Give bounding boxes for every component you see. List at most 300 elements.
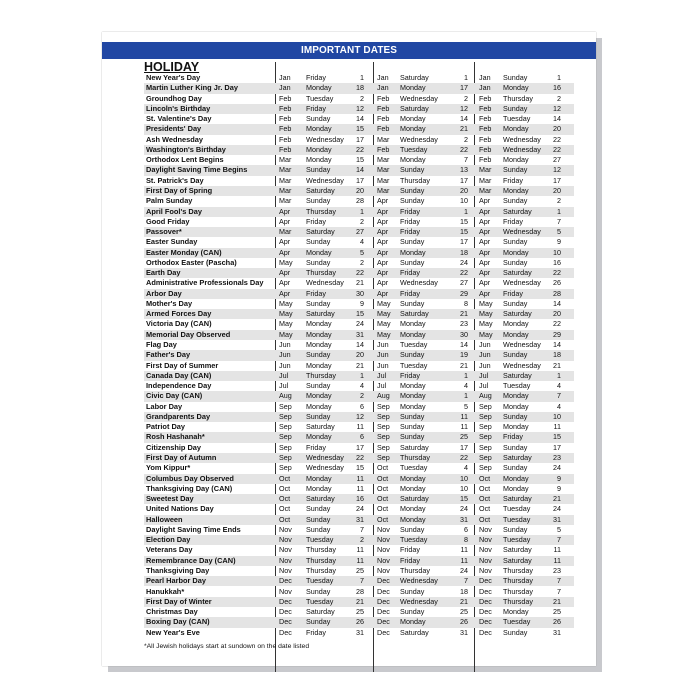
y2-day-number: 8 bbox=[464, 535, 468, 545]
y1-day-number: 2 bbox=[360, 257, 364, 267]
y3-month: Nov bbox=[479, 524, 492, 534]
y3-month: Sep bbox=[479, 401, 492, 411]
y1-month: Oct bbox=[279, 514, 291, 524]
y2-day-number: 10 bbox=[460, 483, 468, 493]
y3-weekday: Saturday bbox=[503, 494, 532, 504]
y2-day-number: 17 bbox=[460, 83, 468, 93]
y2-month: Dec bbox=[377, 586, 390, 596]
footnote: *All Jewish holidays start at sundown on the date listed bbox=[144, 643, 310, 650]
y2-day-number: 12 bbox=[460, 103, 468, 113]
y2-weekday: Monday bbox=[400, 329, 426, 339]
y1-month: Oct bbox=[279, 504, 291, 514]
y3-weekday: Sunday bbox=[503, 298, 528, 308]
y3-month: Sep bbox=[479, 422, 492, 432]
y2-weekday: Monday bbox=[400, 401, 426, 411]
y1-weekday: Monday bbox=[306, 329, 332, 339]
y2-weekday: Wednesday bbox=[400, 596, 438, 606]
y3-day-number: 24 bbox=[553, 463, 561, 473]
y3-weekday: Saturday bbox=[503, 555, 532, 565]
y2-day-number: 24 bbox=[460, 504, 468, 514]
y1-day-number: 2 bbox=[360, 391, 364, 401]
y3-month: Feb bbox=[479, 114, 492, 124]
y2-weekday: Monday bbox=[400, 504, 426, 514]
y1-day-number: 14 bbox=[356, 114, 364, 124]
y1-day-number: 27 bbox=[356, 227, 364, 237]
y3-weekday: Monday bbox=[503, 83, 529, 93]
y2-day-number: 7 bbox=[464, 155, 468, 165]
y2-weekday: Saturday bbox=[400, 627, 429, 637]
y2-day-number: 5 bbox=[464, 401, 468, 411]
y3-day-number: 21 bbox=[553, 596, 561, 606]
holiday-name: Mother's Day bbox=[146, 298, 193, 308]
y3-day-number: 9 bbox=[557, 473, 561, 483]
y3-day-number: 2 bbox=[557, 196, 561, 206]
y1-weekday: Monday bbox=[306, 155, 332, 165]
y2-day-number: 30 bbox=[460, 329, 468, 339]
y2-day-number: 20 bbox=[460, 185, 468, 195]
y3-month: May bbox=[479, 329, 493, 339]
y2-day-number: 10 bbox=[460, 196, 468, 206]
holiday-name: Patriot Day bbox=[146, 422, 186, 432]
y1-weekday: Monday bbox=[306, 432, 332, 442]
y1-month: Apr bbox=[279, 278, 291, 288]
y2-day-number: 15 bbox=[460, 227, 468, 237]
y2-weekday: Sunday bbox=[400, 586, 425, 596]
y2-month: Sep bbox=[377, 411, 390, 421]
y2-weekday: Monday bbox=[400, 617, 426, 627]
y1-day-number: 7 bbox=[360, 524, 364, 534]
y3-month: Nov bbox=[479, 535, 492, 545]
y3-month: Feb bbox=[479, 134, 492, 144]
y3-weekday: Thursday bbox=[503, 565, 533, 575]
y2-weekday: Sunday bbox=[400, 607, 425, 617]
y1-weekday: Sunday bbox=[306, 524, 331, 534]
y3-day-number: 5 bbox=[557, 227, 561, 237]
y1-month: Jul bbox=[279, 370, 289, 380]
y3-weekday: Thursday bbox=[503, 596, 533, 606]
y3-month: Apr bbox=[479, 268, 491, 278]
y3-day-number: 20 bbox=[553, 309, 561, 319]
y1-weekday: Sunday bbox=[306, 114, 331, 124]
y1-weekday: Tuesday bbox=[306, 576, 334, 586]
y2-month: Nov bbox=[377, 545, 390, 555]
y3-day-number: 7 bbox=[557, 216, 561, 226]
y2-day-number: 21 bbox=[460, 596, 468, 606]
y2-weekday: Sunday bbox=[400, 350, 425, 360]
holiday-name: Palm Sunday bbox=[146, 196, 193, 206]
y3-day-number: 16 bbox=[553, 83, 561, 93]
y1-weekday: Sunday bbox=[306, 196, 331, 206]
y2-day-number: 21 bbox=[460, 309, 468, 319]
y3-month: Apr bbox=[479, 216, 491, 226]
y3-day-number: 11 bbox=[553, 555, 561, 565]
holiday-name: Easter Sunday bbox=[146, 237, 198, 247]
y2-day-number: 10 bbox=[460, 473, 468, 483]
y2-month: Mar bbox=[377, 165, 390, 175]
y2-weekday: Friday bbox=[400, 206, 420, 216]
y1-weekday: Thursday bbox=[306, 370, 336, 380]
y2-month: Apr bbox=[377, 206, 389, 216]
y3-month: Oct bbox=[479, 514, 491, 524]
y2-month: Feb bbox=[377, 93, 390, 103]
y1-weekday: Monday bbox=[306, 401, 332, 411]
y1-month: Nov bbox=[279, 586, 292, 596]
y1-month: Jun bbox=[279, 360, 291, 370]
y3-day-number: 17 bbox=[553, 442, 561, 452]
y1-month: Jan bbox=[279, 83, 291, 93]
y3-month: Nov bbox=[479, 555, 492, 565]
y1-day-number: 25 bbox=[356, 565, 364, 575]
y1-month: Dec bbox=[279, 627, 292, 637]
y3-month: Sep bbox=[479, 442, 492, 452]
y3-month: Nov bbox=[479, 545, 492, 555]
y3-month: Dec bbox=[479, 617, 492, 627]
y1-month: May bbox=[279, 309, 293, 319]
y1-weekday: Monday bbox=[306, 144, 332, 154]
y3-weekday: Saturday bbox=[503, 268, 532, 278]
y2-month: Apr bbox=[377, 268, 389, 278]
y1-weekday: Monday bbox=[306, 340, 332, 350]
y1-month: May bbox=[279, 329, 293, 339]
y1-month: Sep bbox=[279, 463, 292, 473]
y3-day-number: 21 bbox=[553, 360, 561, 370]
y3-month: Oct bbox=[479, 494, 491, 504]
y1-day-number: 12 bbox=[356, 411, 364, 421]
y2-weekday: Tuesday bbox=[400, 340, 428, 350]
y2-month: Jun bbox=[377, 360, 389, 370]
y3-month: Sep bbox=[479, 452, 492, 462]
y3-weekday: Friday bbox=[503, 432, 523, 442]
y1-weekday: Sunday bbox=[306, 504, 331, 514]
y2-month: May bbox=[377, 298, 391, 308]
y3-month: Apr bbox=[479, 257, 491, 267]
y1-weekday: Saturday bbox=[306, 185, 335, 195]
y3-weekday: Tuesday bbox=[503, 535, 531, 545]
y2-weekday: Friday bbox=[400, 370, 420, 380]
y2-weekday: Sunday bbox=[400, 432, 425, 442]
y2-month: Aug bbox=[377, 391, 390, 401]
y1-month: Mar bbox=[279, 185, 292, 195]
y3-month: Jan bbox=[479, 83, 491, 93]
y2-day-number: 13 bbox=[460, 165, 468, 175]
y3-weekday: Friday bbox=[503, 175, 523, 185]
y3-day-number: 7 bbox=[557, 576, 561, 586]
y1-day-number: 15 bbox=[356, 463, 364, 473]
y2-weekday: Saturday bbox=[400, 73, 429, 82]
y2-month: May bbox=[377, 309, 391, 319]
y3-month: Dec bbox=[479, 596, 492, 606]
y2-weekday: Wednesday bbox=[400, 93, 438, 103]
y3-month: Dec bbox=[479, 576, 492, 586]
y1-month: Feb bbox=[279, 144, 292, 154]
y1-weekday: Sunday bbox=[306, 257, 331, 267]
y2-weekday: Friday bbox=[400, 227, 420, 237]
y2-month: Sep bbox=[377, 442, 390, 452]
holiday-name: Hanukkah* bbox=[146, 586, 185, 596]
holiday-name: Citizenship Day bbox=[146, 442, 202, 452]
y1-day-number: 28 bbox=[356, 196, 364, 206]
y3-weekday: Thursday bbox=[503, 586, 533, 596]
y1-month: Apr bbox=[279, 237, 291, 247]
y3-weekday: Sunday bbox=[503, 411, 528, 421]
y3-weekday: Wednesday bbox=[503, 340, 541, 350]
y2-month: Oct bbox=[377, 514, 389, 524]
y3-day-number: 23 bbox=[553, 565, 561, 575]
y2-day-number: 17 bbox=[460, 237, 468, 247]
y2-weekday: Monday bbox=[400, 124, 426, 134]
y2-month: Dec bbox=[377, 627, 390, 637]
y3-month: Oct bbox=[479, 483, 491, 493]
y2-weekday: Friday bbox=[400, 545, 420, 555]
y2-day-number: 14 bbox=[460, 114, 468, 124]
y1-month: Sep bbox=[279, 401, 292, 411]
holiday-name: Civic Day (CAN) bbox=[146, 391, 203, 401]
y2-month: Jul bbox=[377, 381, 387, 391]
y2-weekday: Sunday bbox=[400, 422, 425, 432]
y3-day-number: 4 bbox=[557, 381, 561, 391]
y1-month: Mar bbox=[279, 196, 292, 206]
y1-month: Sep bbox=[279, 422, 292, 432]
holiday-name: Memorial Day Observed bbox=[146, 329, 231, 339]
y1-day-number: 11 bbox=[356, 483, 364, 493]
y3-weekday: Monday bbox=[503, 483, 529, 493]
y3-weekday: Monday bbox=[503, 124, 529, 134]
y2-day-number: 22 bbox=[460, 268, 468, 278]
y1-month: Apr bbox=[279, 216, 291, 226]
y3-weekday: Sunday bbox=[503, 165, 528, 175]
y3-day-number: 14 bbox=[553, 340, 561, 350]
y2-day-number: 25 bbox=[460, 607, 468, 617]
y3-weekday: Monday bbox=[503, 391, 529, 401]
y1-weekday: Sunday bbox=[306, 237, 331, 247]
y1-weekday: Thursday bbox=[306, 555, 336, 565]
y3-day-number: 2 bbox=[557, 93, 561, 103]
y3-weekday: Friday bbox=[503, 216, 523, 226]
y2-month: Apr bbox=[377, 227, 389, 237]
y2-month: Feb bbox=[377, 114, 390, 124]
y1-day-number: 15 bbox=[356, 155, 364, 165]
y1-day-number: 6 bbox=[360, 401, 364, 411]
y2-weekday: Thursday bbox=[400, 175, 430, 185]
y2-day-number: 6 bbox=[464, 524, 468, 534]
y3-weekday: Sunday bbox=[503, 196, 528, 206]
y2-month: Apr bbox=[377, 216, 389, 226]
y1-weekday: Wednesday bbox=[306, 134, 344, 144]
y3-day-number: 25 bbox=[553, 607, 561, 617]
y3-weekday: Monday bbox=[503, 422, 529, 432]
holiday-name: New Year's Eve bbox=[146, 627, 200, 637]
y2-day-number: 1 bbox=[464, 73, 468, 82]
y1-weekday: Thursday bbox=[306, 268, 336, 278]
y2-day-number: 22 bbox=[460, 452, 468, 462]
y1-day-number: 2 bbox=[360, 93, 364, 103]
y1-weekday: Sunday bbox=[306, 350, 331, 360]
y1-month: Mar bbox=[279, 165, 292, 175]
holiday-name: New Year's Day bbox=[146, 73, 201, 82]
y2-day-number: 24 bbox=[460, 257, 468, 267]
y1-day-number: 30 bbox=[356, 288, 364, 298]
y1-weekday: Friday bbox=[306, 288, 326, 298]
y1-weekday: Monday bbox=[306, 83, 332, 93]
y1-weekday: Sunday bbox=[306, 298, 331, 308]
y2-weekday: Tuesday bbox=[400, 535, 428, 545]
y3-day-number: 4 bbox=[557, 401, 561, 411]
y2-day-number: 2 bbox=[464, 134, 468, 144]
holiday-name: United Nations Day bbox=[146, 504, 214, 514]
holiday-name: Washington's Birthday bbox=[146, 144, 226, 154]
y3-month: Apr bbox=[479, 237, 491, 247]
y3-weekday: Saturday bbox=[503, 309, 532, 319]
y1-weekday: Sunday bbox=[306, 381, 331, 391]
y2-month: Mar bbox=[377, 155, 390, 165]
y3-month: Mar bbox=[479, 165, 492, 175]
y3-weekday: Monday bbox=[503, 401, 529, 411]
y1-weekday: Friday bbox=[306, 73, 326, 82]
y1-weekday: Saturday bbox=[306, 494, 335, 504]
y1-month: Dec bbox=[279, 596, 292, 606]
y1-day-number: 4 bbox=[360, 381, 364, 391]
y1-weekday: Tuesday bbox=[306, 535, 334, 545]
holiday-name: Thanksgiving Day (CAN) bbox=[146, 483, 233, 493]
y1-day-number: 9 bbox=[360, 298, 364, 308]
y1-month: Mar bbox=[279, 227, 292, 237]
y2-day-number: 15 bbox=[460, 494, 468, 504]
y3-day-number: 14 bbox=[553, 114, 561, 124]
holiday-name: Daylight Saving Time Ends bbox=[146, 524, 241, 534]
y3-day-number: 7 bbox=[557, 391, 561, 401]
y3-day-number: 9 bbox=[557, 237, 561, 247]
y1-month: Nov bbox=[279, 524, 292, 534]
y2-day-number: 22 bbox=[460, 144, 468, 154]
y3-weekday: Saturday bbox=[503, 545, 532, 555]
y1-day-number: 11 bbox=[356, 555, 364, 565]
y3-weekday: Tuesday bbox=[503, 381, 531, 391]
y3-day-number: 29 bbox=[553, 329, 561, 339]
y1-month: Nov bbox=[279, 535, 292, 545]
y1-weekday: Saturday bbox=[306, 422, 335, 432]
y2-day-number: 17 bbox=[460, 175, 468, 185]
holiday-name: Victoria Day (CAN) bbox=[146, 319, 212, 329]
y3-day-number: 7 bbox=[557, 586, 561, 596]
holiday-name: Good Friday bbox=[146, 216, 190, 226]
y1-weekday: Wednesday bbox=[306, 452, 344, 462]
y2-day-number: 11 bbox=[460, 545, 468, 555]
y1-day-number: 2 bbox=[360, 535, 364, 545]
y2-month: Jun bbox=[377, 340, 389, 350]
holiday-name: St. Valentine's Day bbox=[146, 114, 212, 124]
y1-weekday: Sunday bbox=[306, 514, 331, 524]
y3-weekday: Wednesday bbox=[503, 278, 541, 288]
y1-month: Aug bbox=[279, 391, 292, 401]
holiday-name: Yom Kippur* bbox=[146, 463, 191, 473]
y1-month: Apr bbox=[279, 206, 291, 216]
y3-month: Dec bbox=[479, 627, 492, 637]
y1-weekday: Monday bbox=[306, 473, 332, 483]
y2-month: Feb bbox=[377, 124, 390, 134]
y3-day-number: 22 bbox=[553, 144, 561, 154]
y3-weekday: Wednesday bbox=[503, 134, 541, 144]
y3-day-number: 23 bbox=[553, 452, 561, 462]
holiday-name: Ash Wednesday bbox=[146, 134, 203, 144]
y1-day-number: 17 bbox=[356, 134, 364, 144]
y1-weekday: Sunday bbox=[306, 617, 331, 627]
y3-day-number: 14 bbox=[553, 298, 561, 308]
y3-month: Sep bbox=[479, 432, 492, 442]
y1-weekday: Saturday bbox=[306, 607, 335, 617]
y1-weekday: Sunday bbox=[306, 165, 331, 175]
y1-weekday: Sunday bbox=[306, 411, 331, 421]
y2-month: Sep bbox=[377, 422, 390, 432]
holiday-name: First Day of Spring bbox=[146, 185, 213, 195]
y2-weekday: Sunday bbox=[400, 237, 425, 247]
y3-month: Feb bbox=[479, 124, 492, 134]
y2-month: Nov bbox=[377, 535, 390, 545]
y3-day-number: 10 bbox=[553, 247, 561, 257]
y3-month: Apr bbox=[479, 206, 491, 216]
y3-day-number: 5 bbox=[557, 524, 561, 534]
y1-month: Dec bbox=[279, 576, 292, 586]
holiday-name: Martin Luther King Jr. Day bbox=[146, 83, 238, 93]
y2-month: May bbox=[377, 319, 391, 329]
y1-weekday: Friday bbox=[306, 442, 326, 452]
y2-month: Dec bbox=[377, 617, 390, 627]
y3-month: Dec bbox=[479, 586, 492, 596]
y2-day-number: 1 bbox=[464, 206, 468, 216]
y2-day-number: 17 bbox=[460, 442, 468, 452]
y2-weekday: Monday bbox=[400, 155, 426, 165]
y1-day-number: 11 bbox=[356, 545, 364, 555]
y2-month: Dec bbox=[377, 576, 390, 586]
y3-month: Aug bbox=[479, 391, 492, 401]
y1-month: Jul bbox=[279, 381, 289, 391]
y3-weekday: Sunday bbox=[503, 257, 528, 267]
y1-day-number: 7 bbox=[360, 576, 364, 586]
y3-weekday: Thursday bbox=[503, 576, 533, 586]
y1-month: Dec bbox=[279, 607, 292, 617]
y3-day-number: 20 bbox=[553, 185, 561, 195]
y3-weekday: Sunday bbox=[503, 350, 528, 360]
holiday-name: Remembrance Day (CAN) bbox=[146, 555, 236, 565]
holiday-name: Earth Day bbox=[146, 268, 181, 278]
holiday-name: First Day of Winter bbox=[146, 596, 212, 606]
y2-month: Oct bbox=[377, 504, 389, 514]
y3-weekday: Sunday bbox=[503, 103, 528, 113]
y1-day-number: 5 bbox=[360, 247, 364, 257]
y3-weekday: Sunday bbox=[503, 524, 528, 534]
holiday-name: Armed Forces Day bbox=[146, 309, 212, 319]
y1-day-number: 18 bbox=[356, 83, 364, 93]
y3-weekday: Monday bbox=[503, 607, 529, 617]
y1-day-number: 31 bbox=[356, 514, 364, 524]
y3-day-number: 31 bbox=[553, 627, 561, 637]
y3-month: May bbox=[479, 298, 493, 308]
holiday-name: Independence Day bbox=[146, 381, 212, 391]
y3-day-number: 1 bbox=[557, 370, 561, 380]
y1-weekday: Friday bbox=[306, 627, 326, 637]
y1-month: Mar bbox=[279, 155, 292, 165]
y1-month: Feb bbox=[279, 93, 292, 103]
holiday-name: Lincoln's Birthday bbox=[146, 103, 211, 113]
holiday-name: Rosh Hashanah* bbox=[146, 432, 205, 442]
y3-month: May bbox=[479, 319, 493, 329]
y1-month: Oct bbox=[279, 494, 291, 504]
y3-weekday: Monday bbox=[503, 319, 529, 329]
y1-month: Sep bbox=[279, 442, 292, 452]
y1-day-number: 15 bbox=[356, 124, 364, 134]
y1-day-number: 20 bbox=[356, 185, 364, 195]
y2-day-number: 18 bbox=[460, 586, 468, 596]
y2-day-number: 24 bbox=[460, 565, 468, 575]
